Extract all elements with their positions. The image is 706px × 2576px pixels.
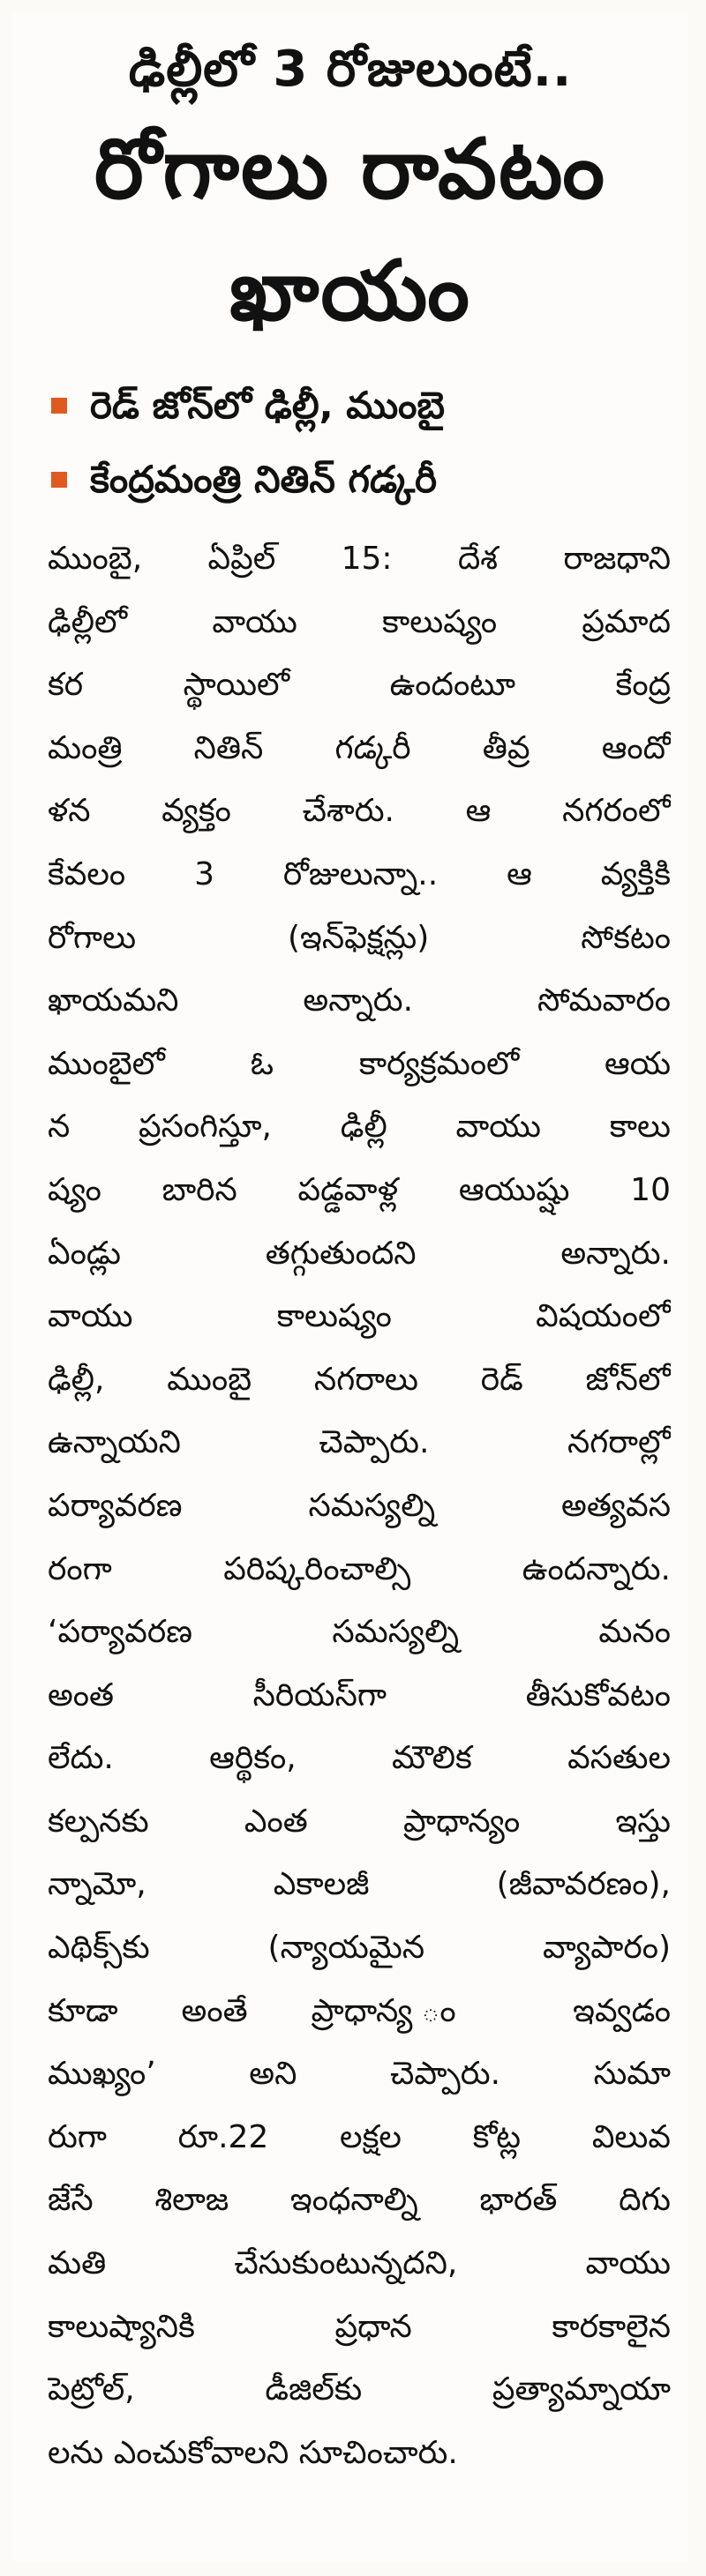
- square-bullet-icon: [51, 398, 67, 414]
- body-line: అంత సీరియస్‌గా తీసుకోవటం: [48, 1676, 671, 1714]
- headline: [12, 30, 688, 353]
- bullet-text: రెడ్ జోన్‌లో ఢిల్లీ, ముంబై: [90, 384, 445, 427]
- article-body: [12, 527, 688, 2484]
- body-line: ఢిల్లీలో వాయు కాలుష్యం ప్రమాద: [48, 603, 671, 640]
- body-line: కూడా అంతే ప్రాధాన్య ం ఇవ్వడం: [48, 1992, 671, 2029]
- body-line: కర స్థాయిలో ఉందంటూ కేంద్ర: [48, 667, 671, 704]
- bullet-text: కేంద్రమంత్రి నితిన్ గడ్కరీ: [90, 458, 438, 501]
- body-line: మతి చేసుకుంటున్నదని, వాయు: [48, 2245, 671, 2282]
- body-line: న ప్రసంగిస్తూ, ఢిల్లీ వాయు కాలు: [48, 1109, 671, 1146]
- body-line: ఏండ్లు తగ్గుతుందని అన్నారు.: [48, 1235, 671, 1272]
- body-line: పెట్రోల్, డీజిల్‌కు ప్రత్యామ్నాయా: [48, 2371, 671, 2408]
- body-line: ముంబై, ఏప్రిల్ 15: దేశ రాజధాని: [48, 541, 671, 577]
- body-line: కాలుష్యానికి ప్రధాన కారకాలైన: [48, 2308, 671, 2345]
- body-line: ళన వ్యక్తం చేశారు. ఆ నగరంలో: [48, 793, 671, 830]
- bullet-item: [12, 443, 688, 517]
- body-line: వాయు కాలుష్యం విషయంలో: [48, 1298, 671, 1335]
- body-line: ఉన్నాయని చెప్పారు. నగరాల్లో: [48, 1424, 671, 1461]
- body-line: న్నామో, ఎకాలజీ (జీవావరణం),: [48, 1866, 671, 1903]
- body-line: లను ఎంచుకోవాలని సూచించారు.: [48, 2434, 458, 2471]
- body-line: ‘పర్యావరణ సమస్యల్ని మనం: [48, 1614, 671, 1651]
- body-line: ఎథిక్స్‌కు (న్యాయమైన వ్యాపారం): [48, 1930, 671, 1967]
- body-line: రుగా రూ.22 లక్షల కోట్ల విలువ: [48, 2118, 671, 2155]
- highlight-bullets: [12, 369, 688, 517]
- body-line: రంగా పరిష్కరించాల్సి ఉందన్నారు.: [48, 1550, 671, 1587]
- body-line: పర్యావరణ సమస్యల్ని అత్యవస: [48, 1487, 671, 1524]
- body-line: మంత్రి నితిన్ గడ్కరీ తీవ్ర ఆందో: [48, 729, 671, 766]
- body-line: ముఖ్యం’ అని చెప్పారు. సుమా: [48, 2056, 671, 2093]
- bullet-item: [12, 369, 688, 443]
- square-bullet-icon: [51, 472, 67, 488]
- body-line: ముంబైలో ఓ కార్యక్రమంలో ఆయ: [48, 1045, 671, 1082]
- body-line: ఢిల్లీ, ముంబై నగరాలు రెడ్ జోన్‌లో: [48, 1361, 671, 1398]
- body-line: జేసే శిలాజ ఇంధనాల్ని భారత్ దిగు: [48, 2182, 671, 2219]
- main-title-line-2: ఖాయం: [229, 243, 471, 340]
- body-line: ఖాయమని అన్నారు. సోమవారం: [48, 982, 671, 1019]
- body-line: రోగాలు (ఇన్‌ఫెక్షన్లు) సోకటం: [48, 919, 671, 956]
- body-line: కల్పనకు ఎంత ప్రాధాన్యం ఇస్తు: [48, 1803, 671, 1840]
- main-title-line-1: రోగాలు రావటం: [94, 122, 607, 218]
- news-clipping: [12, 12, 688, 2561]
- body-line: ష్యం బారిన పడ్డవాళ్ల ఆయుష్షు 10: [48, 1171, 671, 1208]
- body-line: లేదు. ఆర్థికం, మౌలిక వసతుల: [48, 1740, 671, 1777]
- body-line: కేవలం 3 రోజులున్నా.. ఆ వ్యక్తికి: [48, 855, 671, 892]
- kicker-headline: ఢిల్లీలో 3 రోజులుంటే..: [128, 41, 573, 98]
